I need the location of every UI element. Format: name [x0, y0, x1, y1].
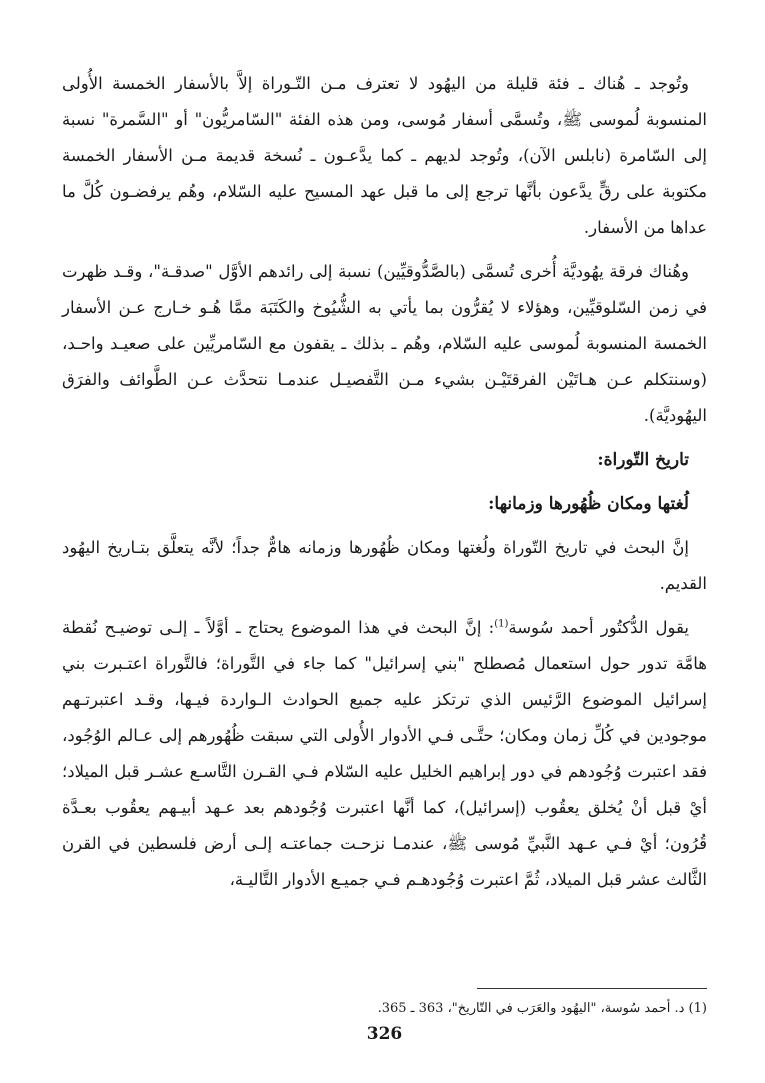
- paragraph-4-rest: : إنَّ البحث في هذا الموضوع يحتاج ـ أوَّلاً ـ إلـى توضيـح نُقطة هامَّة تدور حول استعمال مُصطلح "بني إسرائيل" كما جاء في التَّوراة؛ فالتَّوراة اعتـبرت بني إسرائيل الموضوع الرَّئيس الذي ترتكز عليه جميع الحوادث الـواردة فيـها، وقـد اعتبرتـهم موجودين في كُلِّ زمان ومكان؛ حتَّـى فـي الأدوار الأُولى التي سبقت ظُهُورهم إلى عـالم الوُجُود، فقد اعتبرت وُجُودهم في دور إبراهيم الخليل عليه السّلام فـي القـرن التَّاسـع عشـر قبل الميلاد؛ أيْ قبل أنْ يُخلق يعقُوب (إسرائيل)، كما أنَّها اعتبرت وُجُودهم بعد عـهد أبيـهم يعقُوب بعـدَّة قُرُون؛ أيْ فـي عـهد النَّبيِّ مُوسى ﷺ، عندمـا نزحـت جماعتـه إلـى أرض فلسطين في القرن الثَّالث عشر قبل الميلاد، ثُمَّ اعتبرت وُجُودهـم فـي جميـع الأدوار التَّاليـة،: [62, 618, 707, 889]
- footnote-1: (1) د. أحمد سُوسة، "اليهُود والعَرَب في التّاريخ"، 363 ـ 365.: [377, 1001, 707, 1016]
- paragraph-3: إنَّ البحث في تاريخ التّوراة ولُغتها ومكان ظُهُورها وزمانه هامٌّ جداً؛ لأنَّه يتعلَّق بتـاريخ اليهُود القديم.: [62, 538, 707, 593]
- page-content: [62, 66, 707, 1083]
- footnote-reference-1[interactable]: (1): [494, 618, 509, 630]
- section-heading-history: تاريخ التّوراة:: [597, 450, 689, 470]
- section-subheading-language: لُغتها ومكان ظُهُورها وزمانها:: [488, 494, 689, 514]
- paragraph-4-start: يقول الدُّكتُور أحمد سُوسة: [508, 618, 689, 637]
- paragraph-4: [62, 610, 707, 898]
- footnote-divider: [477, 988, 707, 989]
- paragraph-2: وهُناك فرقة يهُوديَّة أُخرى تُسمَّى (بالصَّدُّوقيِّين) نسبة إلى رائدهم الأوَّل "صدقـة"، وقـد ظهرت في زمن السّلوقيِّين، وهؤلاء لا يُقرُّون بما يأتي به الشُّيُوخ والكَتَبَة ممَّا هُـو خـارج عـن الأسفار الخمسة المنسوبة لُموسى عليه السّلام، وهُم ـ بذلك ـ يقفون مع السّامريِّين على صعيـد واحـد، (وسنتكلم عـن هـاتَيْن الفرقتَيْـن بشيء مـن التَّفصيـل عندمـا نتحدَّث عـن الطَّوائف والفرَق اليهُوديَّة).: [62, 262, 707, 425]
- page-number: 326: [366, 1024, 403, 1044]
- paragraph-1: وتُوجد ـ هُناك ـ فئة قليلة من اليهُود لا تعترف مـن التّـوراة إلاَّ بالأسفار الخمسة الأُولى المنسوبة لُموسى ﷺ، وتُسمَّى أسفار مُوسى، ومن هذه الفئة "السّامريُّون" أو "السَّمرة" نسبة إلى السّامرة (نابلس الآن)، وتُوجد لديهم ـ كما يدَّعـون ـ نُسخة قديمة مـن الأسفار الخمسة مكتوبة على رقٍّ يدَّعون بأنَّها ترجع إلى ما قبل عهد المسيح عليه السّلام، وهُم يرفضـون كُلَّ ما عداها من الأسفار.: [62, 74, 707, 237]
